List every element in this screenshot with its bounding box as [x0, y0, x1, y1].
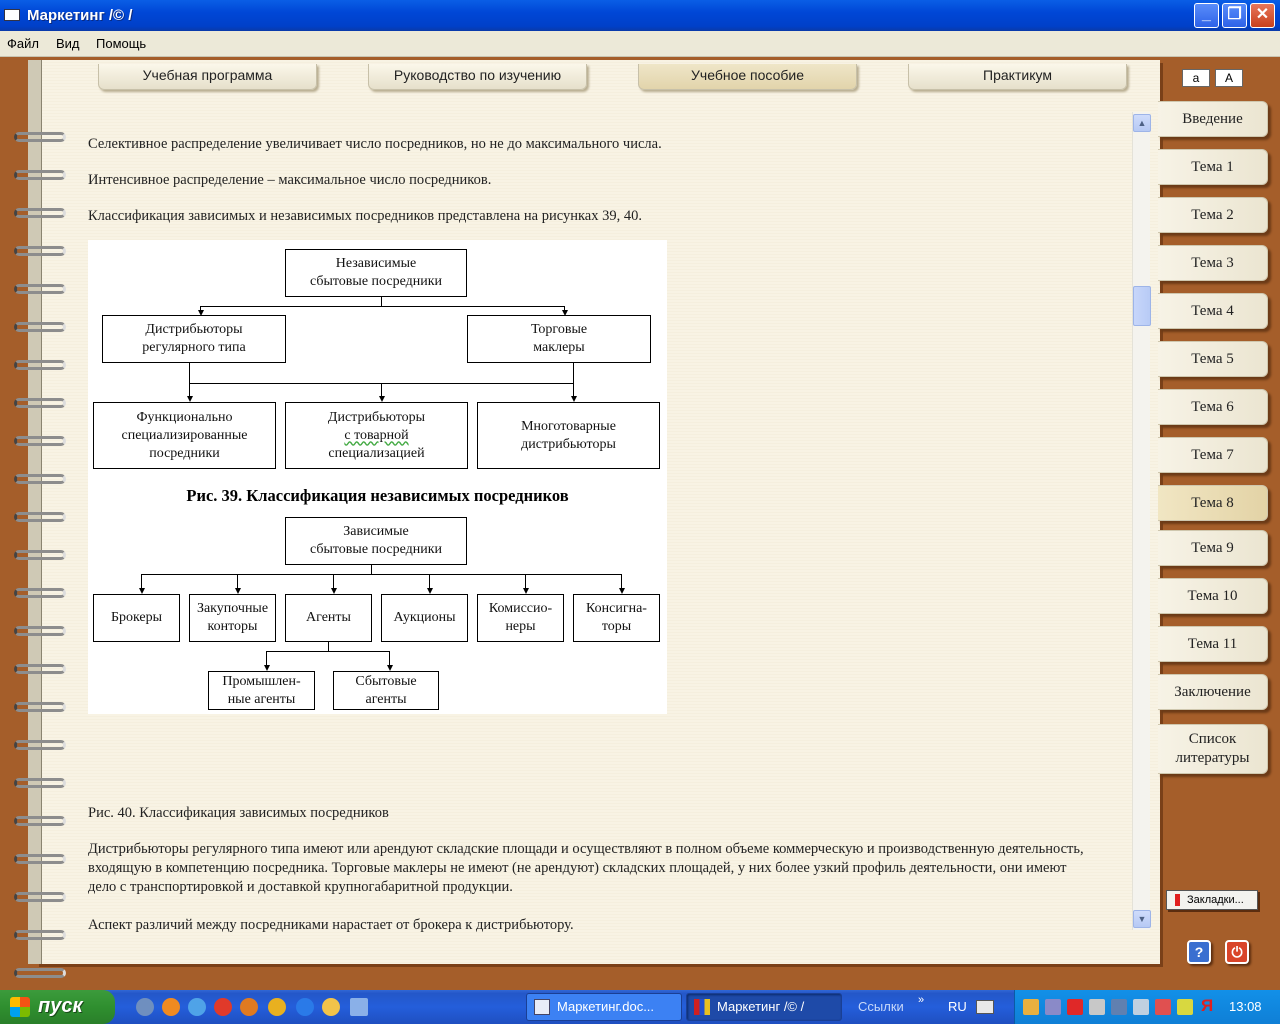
box-agents: Агенты: [285, 594, 372, 642]
system-tray: [1014, 990, 1280, 1024]
links-toolbar[interactable]: Ссылки: [858, 999, 904, 1014]
tab-theme-2[interactable]: Тема 2: [1158, 197, 1268, 233]
menu-bar: [0, 31, 1280, 57]
volume-icon[interactable]: [1089, 999, 1105, 1015]
tab-textbook[interactable]: Учебное пособие: [638, 64, 857, 90]
spiral-ring: [14, 360, 66, 370]
box-trade-brokers: Торговые маклеры: [467, 315, 651, 363]
tab-theme-7[interactable]: Тема 7: [1158, 437, 1268, 473]
spiral-ring: [14, 626, 66, 636]
task-marketing-label: Маркетинг /© /: [717, 999, 805, 1014]
tab-introduction[interactable]: Введение: [1158, 101, 1268, 137]
maximize-button[interactable]: ❐: [1222, 3, 1247, 28]
figure-39-caption: Рис. 39. Классификация независимых посредников: [186, 486, 569, 505]
spiral-ring: [14, 398, 66, 408]
chrome-icon[interactable]: [322, 998, 340, 1016]
winamp-icon[interactable]: [268, 998, 286, 1016]
clock: 13:08: [1229, 999, 1262, 1014]
spiral-ring: [14, 246, 66, 256]
paragraph-classification: Классификация зависимых и независимых посредников представлена на рисунках 39, 40.: [88, 208, 642, 224]
keyboard-icon[interactable]: [976, 1000, 994, 1014]
task-word-label: Маркетинг.doc...: [557, 999, 655, 1014]
spiral-ring: [14, 778, 66, 788]
box-regular-distributors: Дистрибьюторы регулярного типа: [102, 315, 286, 363]
paragraph-aspect: Аспект различий между посредниками нарастает от брокера к дистрибьютору.: [88, 917, 574, 932]
tab-theme-1[interactable]: Тема 1: [1158, 149, 1268, 185]
tab-practicum[interactable]: Практикум: [908, 64, 1127, 90]
box-functional-intermediaries: Функционально специализированные посредники: [93, 402, 276, 469]
tray-mail-icon[interactable]: [1177, 999, 1193, 1015]
bookmarks-label: Закладки...: [1187, 894, 1244, 906]
power-icon[interactable]: ⏻: [1225, 940, 1249, 964]
ie-icon[interactable]: [296, 998, 314, 1016]
kaspersky-icon[interactable]: [1067, 999, 1083, 1015]
app-icon: [4, 9, 20, 21]
spiral-ring: [14, 132, 66, 142]
box-sales-agents: Сбытовые агенты: [333, 671, 439, 710]
yandex-icon[interactable]: Я: [1201, 996, 1214, 1015]
spiral-ring: [14, 512, 66, 522]
tab-theme-10[interactable]: Тема 10: [1158, 578, 1268, 614]
box-multiproduct-distributors: Многотоварные дистрибьюторы: [477, 402, 660, 469]
spiral-ring: [14, 740, 66, 750]
spiral-ring: [14, 854, 66, 864]
tab-theme-9[interactable]: Тема 9: [1158, 530, 1268, 566]
tray-network-icon[interactable]: [1045, 999, 1061, 1015]
window-title: Маркетинг /© /: [27, 7, 133, 24]
spiral-ring: [14, 892, 66, 902]
spiral-ring: [14, 322, 66, 332]
firefox-icon[interactable]: [162, 998, 180, 1016]
bookmark-icon: [1175, 894, 1180, 906]
figure-40-caption: Рис. 40. Классификация зависимых посредников: [88, 805, 389, 821]
paragraph-intensive: Интенсивное распределение – максимальное число посредников.: [88, 172, 492, 188]
tab-theme-3[interactable]: Тема 3: [1158, 245, 1268, 281]
scroll-thumb[interactable]: [1133, 286, 1151, 326]
scroll-up-button[interactable]: ▲: [1133, 114, 1151, 132]
help-icon[interactable]: ?: [1187, 940, 1211, 964]
spiral-ring: [14, 968, 66, 978]
bookmarks-button[interactable]: [1166, 890, 1258, 910]
messenger-icon[interactable]: [188, 998, 206, 1016]
classification-figure: [88, 240, 667, 714]
paragraph-selective: Селективное распределение увеличивает число посредников, но не до максимального числа.: [88, 136, 662, 152]
scroll-down-button[interactable]: ▼: [1133, 910, 1151, 928]
tab-theme-11[interactable]: Тема 11: [1158, 626, 1268, 662]
opera-icon[interactable]: [214, 998, 232, 1016]
task-marketing-app[interactable]: [686, 993, 842, 1021]
box-auctions: Аукционы: [381, 594, 468, 642]
box-brokers: Брокеры: [93, 594, 180, 642]
tab-theme-6[interactable]: Тема 6: [1158, 389, 1268, 425]
menu-view[interactable]: Вид: [56, 36, 80, 51]
minimize-button[interactable]: _: [1194, 3, 1219, 28]
box-consignors: Консигна- торы: [573, 594, 660, 642]
menu-help[interactable]: Помощь: [96, 36, 147, 51]
links-chevron-icon[interactable]: »: [918, 994, 925, 1006]
paragraph-distributors: Дистрибьюторы регулярного типа имеют или арендуют складские площади и осуществляют в полном объеме коммерческую и производственную деятельность, входящую в компетенцию посредника. Торговые маклеры не имеют (не арендуют) складских площадей, у них более узкий профиль деятельности, они имеют дело с транспортировкой и доставкой крупногабаритной продукции.: [88, 841, 1084, 895]
start-label: пуск: [38, 995, 83, 1017]
tray-folder-icon[interactable]: [1023, 999, 1039, 1015]
desktop-icon[interactable]: [350, 998, 368, 1016]
spiral-ring: [14, 170, 66, 180]
box-dependent-root: Зависимые сбытовые посредники: [285, 517, 467, 565]
spiral-ring: [14, 474, 66, 484]
box-product-specialized-distributors: Дистрибьюторы с товарной специализацией: [285, 402, 468, 469]
tab-bibliography[interactable]: [1158, 724, 1268, 774]
font-smaller-button[interactable]: a: [1182, 69, 1210, 87]
tray-alert-icon[interactable]: [1155, 999, 1171, 1015]
tab-study-guide[interactable]: Руководство по изучению: [368, 64, 587, 90]
title-bar: [0, 0, 1280, 31]
tab-bibliography-label: Список литературы: [1175, 731, 1250, 766]
box-industrial-agents: Промышлен- ные агенты: [208, 671, 315, 710]
box-purchasing-offices: Закупочные конторы: [189, 594, 276, 642]
spiral-ring: [14, 930, 66, 940]
box-independent-root: Независимые сбытовые посредники: [285, 249, 467, 297]
spiral-ring: [14, 816, 66, 826]
vertical-scrollbar[interactable]: [1132, 112, 1150, 930]
box-commissioners: Комиссио- неры: [477, 594, 564, 642]
spiral-ring: [14, 436, 66, 446]
tab-conclusion[interactable]: Заключение: [1158, 674, 1268, 710]
network-icon[interactable]: [136, 998, 154, 1016]
app-task-icon: [694, 999, 710, 1015]
tray-fan-icon[interactable]: [1133, 999, 1149, 1015]
start-button[interactable]: [0, 990, 115, 1024]
font-larger-button[interactable]: A: [1215, 69, 1243, 87]
tab-theme-5[interactable]: Тема 5: [1158, 341, 1268, 377]
word-icon: [534, 999, 550, 1015]
language-indicator[interactable]: RU: [948, 999, 967, 1014]
spiral-ring: [14, 664, 66, 674]
windows-logo-icon: [10, 997, 30, 1017]
tray-utility-icon[interactable]: [1111, 999, 1127, 1015]
spiral-ring: [14, 702, 66, 712]
task-word-document[interactable]: [526, 993, 682, 1021]
spiral-ring: [14, 550, 66, 560]
tab-theme-8[interactable]: Тема 8: [1158, 485, 1268, 521]
spiral-ring: [14, 588, 66, 598]
menu-file[interactable]: Файл: [7, 36, 39, 51]
media-icon[interactable]: [240, 998, 258, 1016]
spiral-ring: [14, 208, 66, 218]
tab-theme-4[interactable]: Тема 4: [1158, 293, 1268, 329]
tab-curriculum[interactable]: Учебная программа: [98, 64, 317, 90]
close-button[interactable]: ✕: [1250, 3, 1275, 28]
spiral-ring: [14, 284, 66, 294]
taskbar: [0, 990, 1280, 1024]
